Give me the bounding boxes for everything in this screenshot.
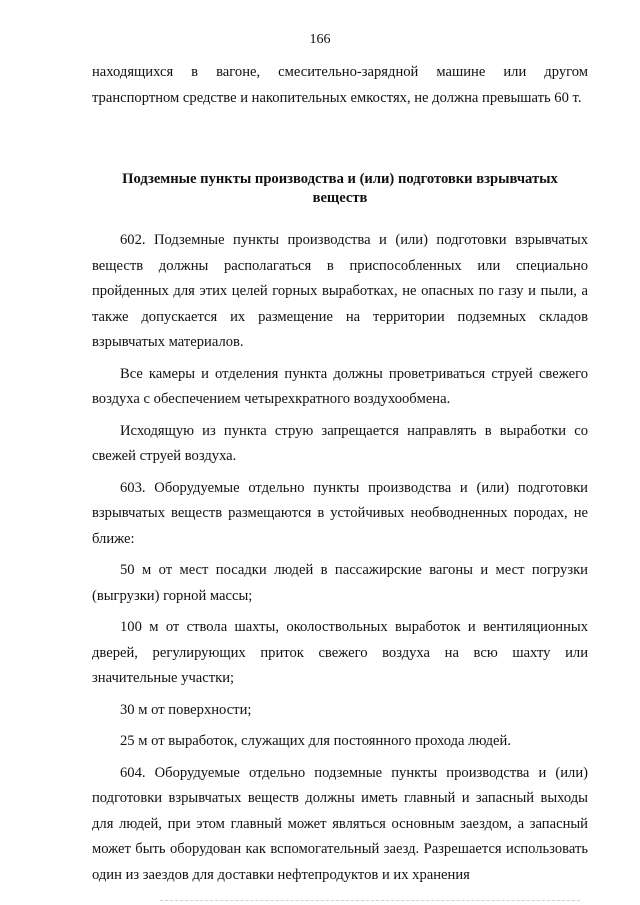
paragraph-ventilation: Все камеры и отделения пункта должны проветриваться струей свежего воздуха с обеспечением четырехкратного воздухообмена. — [92, 365, 588, 407]
paragraph-604: 604. Оборудуемые отдельно подземные пункты производства и (или) подготовки взрывчатых веществ должны иметь главный и запасный выходы для людей, при этом главный может являться основным заездом, а запасный может быть оборудован как вспомогательный заезд. Разрешается использовать один из заездов для доставки нефтепродуктов и их хранения — [92, 764, 588, 883]
page-number: 166 — [309, 32, 331, 47]
section-heading: Подземные пункты производства и (или) подготовки взрывчатых веществ — [122, 171, 558, 206]
continuation-paragraph: находящихся в вагоне, смесительно-зарядной машине или другом транспортном средстве и накопительных емкостях, не должна превышать 60 т. — [92, 64, 588, 106]
paragraph-outgoing-air: Исходящую из пункта струю запрещается направлять в выработки со свежей струей воздуха. — [92, 422, 588, 464]
continuation-block — [92, 60, 588, 111]
paragraph-100m: 100 м от ствола шахты, околоствольных выработок и вентиляционных дверей, регулирующих приток свежего воздуха на всю шахту или значительные участки; — [92, 619, 588, 686]
paragraph-25m: 25 м от выработок, служащих для постоянного прохода людей. — [120, 733, 511, 749]
paragraph-50m: 50 м от мест посадки людей в пассажирские вагоны и мест погрузки (выгрузки) горной массы; — [92, 562, 588, 604]
paragraph-30m: 30 м от поверхности; — [120, 701, 252, 718]
body-text — [92, 228, 588, 888]
paragraph-603: 603. Оборудуемые отдельно пункты производства и (или) подготовки взрывчатых веществ размещаются в устойчивых необводненных породах, не ближе: — [92, 479, 588, 547]
paragraph-602: 602. Подземные пункты производства и (или) подготовки взрывчатых веществ должны располагаться в приспособленных или специально пройденных для этих целей горных выработках, не опасных по газу и пыли, а также допускается их размещение на территории подземных складов взрывчатых материалов. — [92, 232, 588, 350]
scan-edge-line — [160, 899, 580, 901]
